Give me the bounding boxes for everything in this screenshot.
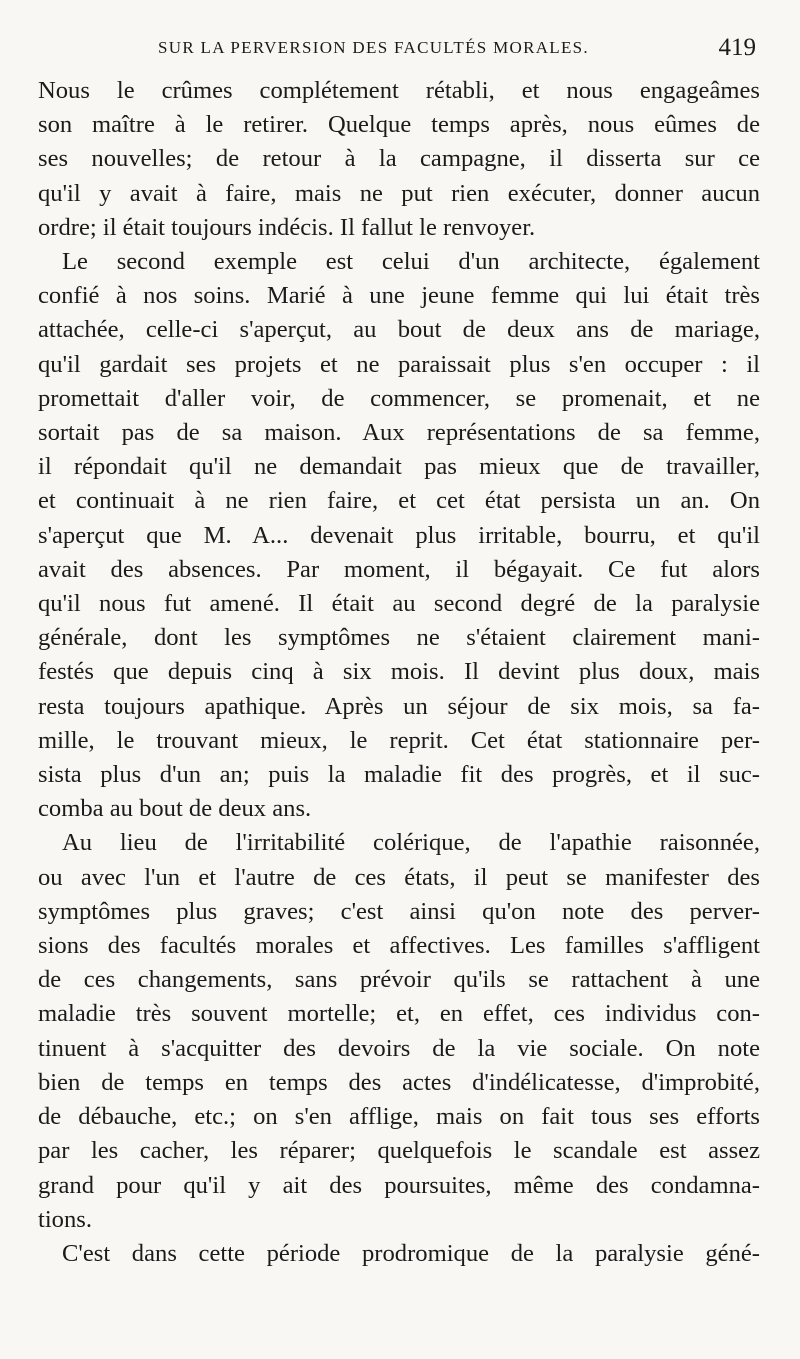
text-line: tinuent à s'acquitter des devoirs de la vie sociale. On note <box>38 1034 760 1062</box>
text-line: mille, le trouvant mieux, le reprit. Cet état stationnaire per- <box>38 726 760 754</box>
text-line: générale, dont les symptômes ne s'étaient clairement mani- <box>38 624 760 652</box>
text-line: ses nouvelles; de retour à la campagne, il disserta sur ce <box>38 145 760 173</box>
text-line: avait des absences. Par moment, il bégayait. Ce fut alors <box>38 555 760 583</box>
text-line: qu'il nous fut amené. Il était au second degré de la paralysie <box>38 590 760 618</box>
body-text <box>38 74 760 1271</box>
text-line: C'est dans cette période prodromique de la paralysie géné- <box>62 1239 760 1267</box>
text-line: sortait pas de sa maison. Aux représentations de sa femme, <box>38 419 760 447</box>
text-line: il répondait qu'il ne demandait pas mieux que de travailler, <box>38 453 760 481</box>
text-line: qu'il y avait à faire, mais ne put rien exécuter, donner aucun <box>38 179 760 207</box>
text-line: attachée, celle-ci s'aperçut, au bout de deux ans de mariage, <box>38 316 760 344</box>
text-line: tions. <box>38 1205 92 1233</box>
running-title: SUR LA PERVERSION DES FACULTÉS MORALES. <box>158 38 589 57</box>
text-line: de débauche, etc.; on s'en afflige, mais on fait tous ses efforts <box>38 1103 760 1131</box>
text-line: grand pour qu'il y ait des poursuites, même des condamna- <box>38 1171 760 1199</box>
text-line: Le second exemple est celui d'un architecte, également <box>62 248 760 276</box>
text-line: promettait d'aller voir, de commencer, se promenait, et ne <box>38 384 760 412</box>
text-line: sions des facultés morales et affectives. Les familles s'affligent <box>38 932 760 960</box>
text-line: ordre; il était toujours indécis. Il fallut le renvoyer. <box>38 213 536 241</box>
text-line: son maître à le retirer. Quelque temps après, nous eûmes de <box>38 111 760 139</box>
text-line: confié à nos soins. Marié à une jeune femme qui lui était très <box>38 282 760 310</box>
text-line: de ces changements, sans prévoir qu'ils se rattachent à une <box>38 966 760 994</box>
text-line: ou avec l'un et l'autre de ces états, il peut se manifester des <box>38 863 760 891</box>
text-line: s'aperçut que M. A... devenait plus irritable, bourru, et qu'il <box>38 521 760 549</box>
text-line: et continuait à ne rien faire, et cet état persista un an. On <box>38 487 760 515</box>
text-line: maladie très souvent mortelle; et, en effet, ces individus con- <box>38 1000 760 1028</box>
text-line: comba au bout de deux ans. <box>38 795 312 823</box>
text-line: Au lieu de l'irritabilité colérique, de l'apathie raisonnée, <box>62 829 760 857</box>
text-line: festés que depuis cinq à six mois. Il devint plus doux, mais <box>38 658 760 686</box>
text-line: qu'il gardait ses projets et ne paraissait plus s'en occuper : il <box>38 350 760 378</box>
text-line: par les cacher, les réparer; quelquefois le scandale est assez <box>38 1137 760 1165</box>
text-line: resta toujours apathique. Après un séjour de six mois, sa fa- <box>38 692 760 720</box>
text-line: bien de temps en temps des actes d'indélicatesse, d'improbité, <box>38 1068 760 1096</box>
text-line: symptômes plus graves; c'est ainsi qu'on note des perver- <box>38 897 760 925</box>
text-line: sista plus d'un an; puis la maladie fit des progrès, et il suc- <box>38 761 760 789</box>
page-header <box>38 34 760 64</box>
page-number: 419 <box>718 34 756 61</box>
text-line: Nous le crûmes complétement rétabli, et nous engageâmes <box>38 77 760 104</box>
